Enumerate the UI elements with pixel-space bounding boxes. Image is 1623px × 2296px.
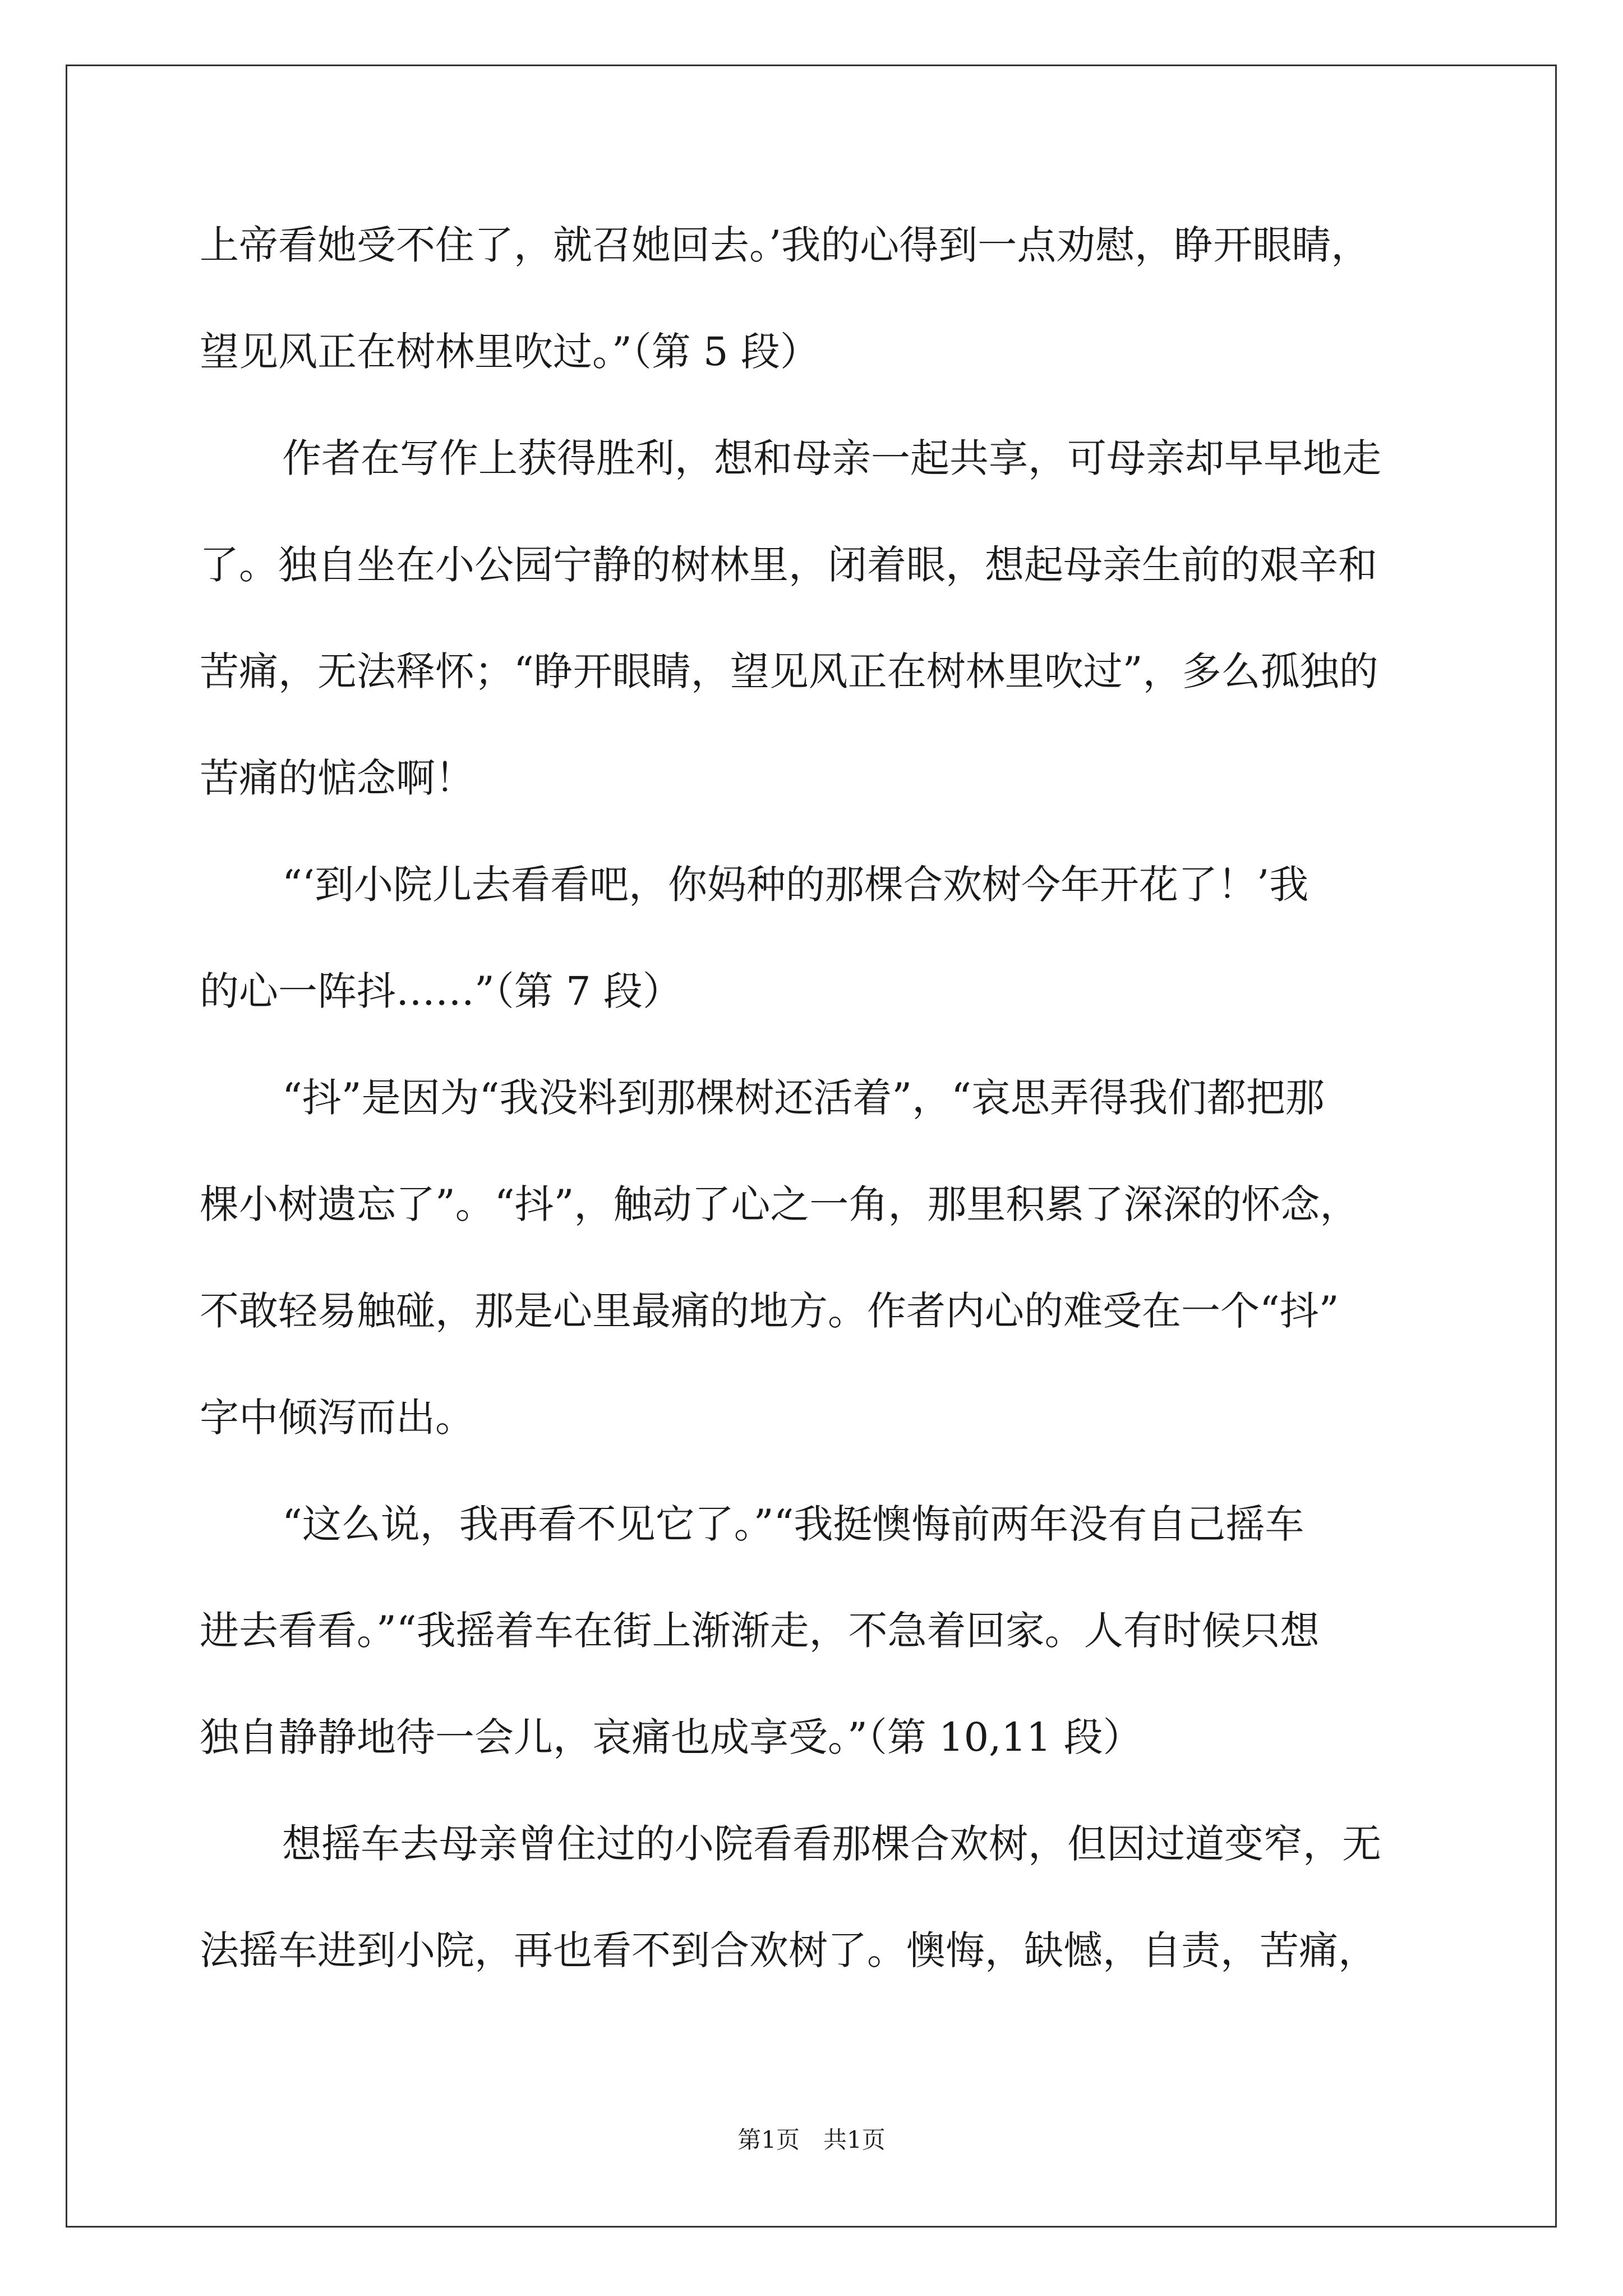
text-line: 棵小树遗忘了”。“抖”，触动了心之一角，那里积累了深深的怀念， xyxy=(200,1181,1359,1227)
text-line: 进去看看。”“我摇着车在街上渐渐走，不急着回家。人有时候只想 xyxy=(200,1608,1320,1654)
paragraph-first-line: 想摇车去母亲曾住过的小院看看那棵合欢树，但因过道变窄，无 xyxy=(282,1821,1381,1867)
text-line: 法摇车进到小院，再也看不到合欢树了。懊悔，缺憾，自责，苦痛， xyxy=(200,1927,1377,1973)
text-line: 了。独自坐在小公园宁静的树林里，闭着眼，想起母亲生前的艰辛和 xyxy=(200,542,1377,588)
text-line: 不敢轻易触碰，那是心里最痛的地方。作者内心的难受在一个“抖” xyxy=(200,1288,1339,1334)
text-line: 字中倾泻而出。 xyxy=(200,1395,474,1441)
paragraph-first-line: “这么说，我再看不见它了。”“我挺懊悔前两年没有自己摇车 xyxy=(282,1501,1304,1547)
text-line: 苦痛的惦念啊！ xyxy=(200,755,474,801)
paragraph-first-line: 作者在写作上获得胜利，想和母亲一起共享，可母亲却早早地走 xyxy=(282,435,1381,481)
page-border xyxy=(66,65,1557,2228)
paragraph-first-line: “‘到小院儿去看看吧，你妈种的那棵合欢树今年开花了！’我 xyxy=(282,862,1309,908)
paragraph-first-line: “抖”是因为“我没料到那棵树还活着”，“哀思弄得我们都把那 xyxy=(282,1075,1325,1121)
text-line: 的心一阵抖……”（第 7 段） xyxy=(200,968,682,1014)
text-line: 上帝看她受不住了，就召她回去。’我的心得到一点劝慰，睁开眼睛， xyxy=(200,222,1371,268)
text-line: 苦痛，无法释怀；“睁开眼睛，望见风正在树林里吹过”，多么孤独的 xyxy=(200,648,1378,694)
text-line: 独自静静地待一会儿，哀痛也成享受。”（第 10,11 段） xyxy=(200,1714,1142,1760)
text-line: 望见风正在树林里吹过。”（第 5 段） xyxy=(200,329,819,375)
page-footer: 第1页 共1页 xyxy=(737,2126,886,2154)
